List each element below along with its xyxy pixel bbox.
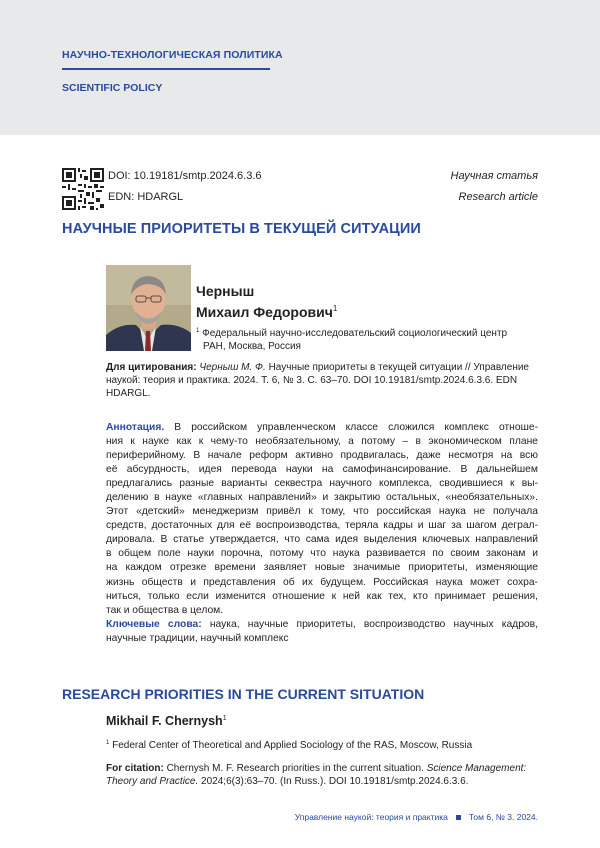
keywords-line: научные традиции, научный комплекс xyxy=(106,633,289,645)
abstract-line: ниться, только если изменится отношение к ней как тех, кто принимает решения, xyxy=(106,590,538,602)
abstract-line: её абсурдность, идея перевода науки на самофинансирование. В дальнейшем xyxy=(106,464,538,476)
article-type-ru: Научная статья xyxy=(450,170,538,182)
article-type-en: Research article xyxy=(458,191,538,203)
abstract-line: Этот «детский» менеджеризм привёл к тому, что российская наука не получала xyxy=(106,506,538,518)
footer-journal: Управление наукой: теория и практика xyxy=(294,812,448,822)
article-title-ru: НАУЧНЫЕ ПРИОРИТЕТЫ В ТЕКУЩЕЙ СИТУАЦИИ xyxy=(62,221,421,237)
abstract-line: ния к науке как к чему-то необязательному, а потому – в экономическом плане xyxy=(106,436,538,448)
qr-code-icon xyxy=(62,168,104,210)
citation-en xyxy=(106,762,538,788)
abstract-line: Аннотация. В российском управленческом классе сложился комплекс отноше- xyxy=(106,422,538,433)
abstract-line: дировала. В статье утверждается, что сама идея выделения ключевых направлений xyxy=(106,534,538,546)
citation-authors-ru: Черныш М. Ф. xyxy=(199,362,266,373)
abstract-label: Аннотация. xyxy=(106,422,165,433)
affiliation-en: $^1$ Federal Center of Theoretical and Applied Sociology of the RAS, Moscow, Russia xyxy=(106,740,473,751)
citation-text-ru: Научные приоритеты в текущей ситуации // Управление наукой: теория и практика. 2024. Т. 6, № 3. С. 63–70. DOI 10.19181/smtp.2024.6.3.6. EDN HDARGL. xyxy=(106,362,529,399)
author-sup-ru: 1 xyxy=(332,304,338,313)
author-name-en: Mikhail F. Chernysh$^1$ xyxy=(106,714,227,728)
abstract-line: так и общества в целом. xyxy=(106,604,224,616)
author-name-ru xyxy=(196,283,337,321)
author-photo xyxy=(106,265,191,351)
keywords-label: Ключевые слова: xyxy=(106,619,202,630)
abstract-line: средств, достаточных для её воспроизводства, теряла кадры и шаг за шагом деграл- xyxy=(106,520,538,532)
affiliation-sup-ru: 1 xyxy=(196,328,200,334)
citation-label-en: For citation: xyxy=(106,763,164,774)
abstract-line: жизнь обществ и представления об их будущем. Российская наука может сохра- xyxy=(106,576,538,588)
affiliation-ru xyxy=(196,325,536,353)
doi[interactable]: DOI: 10.19181/smtp.2024.6.3.6 xyxy=(108,170,262,182)
abstract xyxy=(106,421,538,618)
author-given-name-ru: Михаил Федорович xyxy=(196,304,333,320)
square-bullet-icon xyxy=(456,815,461,820)
citation-text1-en: Chernysh M. F. Research priorities in the current situation. xyxy=(166,763,424,774)
abstract-line: предлагались разные варианты секвестра научного комплекса, сводившиеся к вы- xyxy=(106,478,538,490)
citation-text2-en: 2024;6(3):63–70. (In Russ.). DOI 10.19181/smtp.2024.6.3.6. xyxy=(201,776,469,787)
keywords xyxy=(106,618,538,646)
citation-ru xyxy=(106,361,538,400)
abstract-line: периферийному. В начале реформ активно продвигалась, даже несмотря на всю xyxy=(106,450,538,462)
section-title-ru: НАУЧНО-ТЕХНОЛОГИЧЕСКАЯ ПОЛИТИКА xyxy=(62,49,283,61)
page-footer xyxy=(295,812,538,822)
abstract-line: на каждом отрезке времени заявляет новые значимые приоритеты, изменяющие xyxy=(106,562,538,574)
citation-journal-en: Science Management: Theory and Practice. xyxy=(106,763,527,787)
author-surname-ru: Черныш xyxy=(196,283,255,299)
affiliation-line2-ru: РАН, Москва, Россия xyxy=(203,341,301,352)
affiliation-line1-ru: Федеральный научно-исследовательский социологический центр xyxy=(202,328,508,339)
affiliation-sup-en: 1 xyxy=(106,740,110,746)
edn: EDN: HDARGL xyxy=(108,191,184,203)
author-sup-en: 1 xyxy=(222,715,227,722)
abstract-line: в общем поле науки порочна, потому что наука развивается по своим законам и xyxy=(106,548,538,560)
keywords-line: Ключевые слова: наука, научные приоритеты, воспроизводство научных кадров, xyxy=(106,619,538,630)
citation-label-ru: Для цитирования: xyxy=(106,362,197,373)
abstract-line: делению в науке «главных направлений» и закрытию остальных, «необязательных». xyxy=(106,492,538,504)
header-rule xyxy=(62,68,270,70)
section-title-en: SCIENTIFIC POLICY xyxy=(62,82,163,94)
footer-issue: Том 6, № 3. 2024. xyxy=(468,812,538,822)
article-title-en: RESEARCH PRIORITIES IN THE CURRENT SITUATION xyxy=(62,686,425,702)
